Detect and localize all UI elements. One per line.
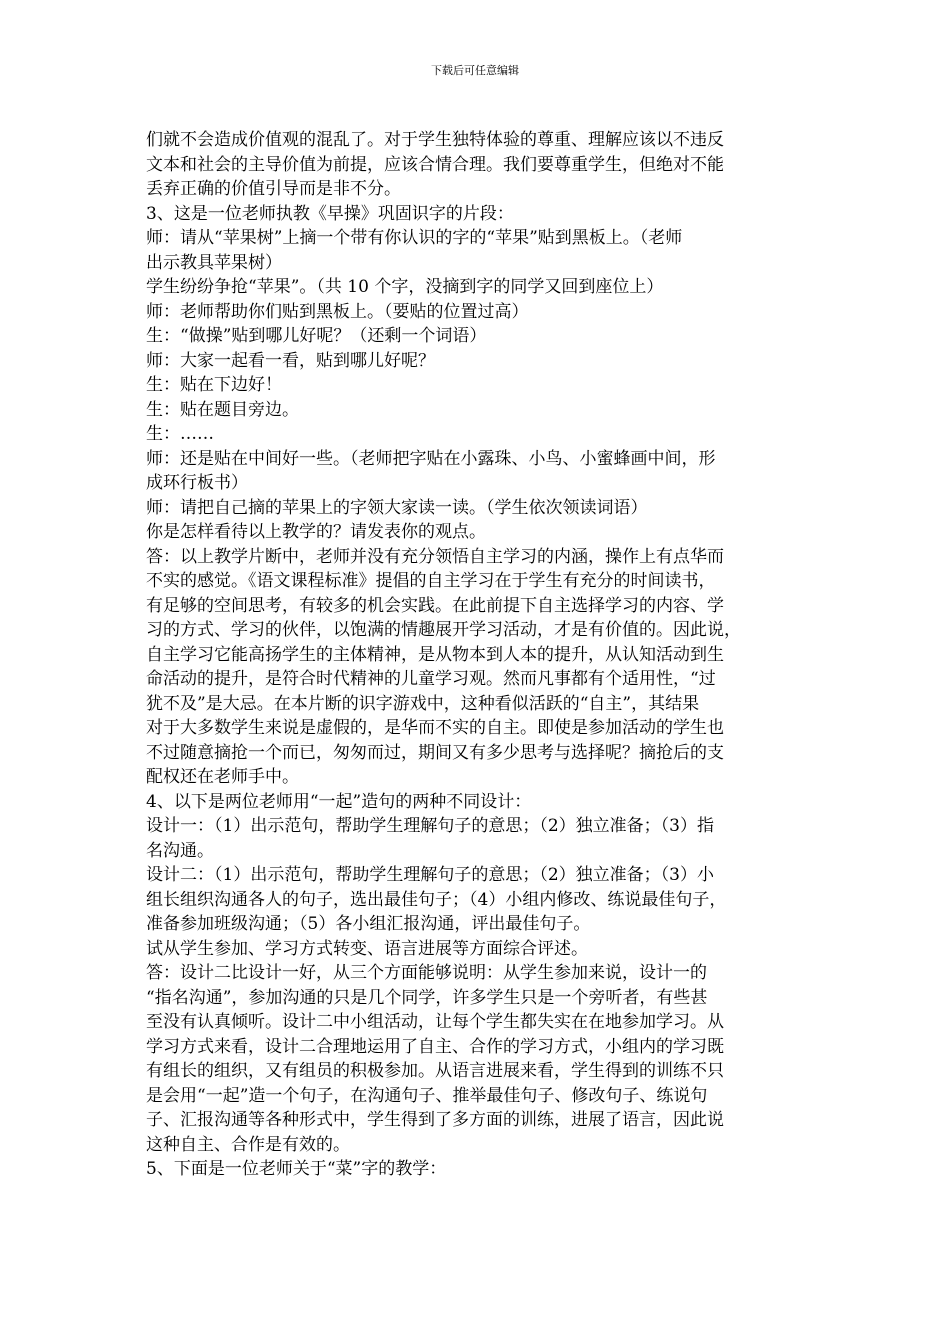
text-line: 学习方式来看，设计二合理地运用了自主、合作的学习方式，小组内的学习既 — [146, 1036, 724, 1057]
text-line: 生：“做操”贴到哪儿好呢？（还剩一个词语） — [146, 326, 487, 346]
text-line: 设计一：（1）出示范句，帮助学生理解句子的意思；（2）独立准备；（3）指 — [146, 816, 714, 836]
text-line: 出示教具苹果树） — [146, 252, 282, 273]
text-line: 试从学生参加、学习方式转变、语言进展等方面综合评述。 — [146, 938, 588, 959]
text-line: 生：贴在下边好！ — [146, 375, 282, 395]
text-line: 不实的感觉。《语文课程标准》提倡的自主学习在于学生有充分的时间读书， — [146, 571, 716, 591]
text-line: 学生纷纷争抢“苹果”。（共 10 个字，没摘到字的同学又回到座位上） — [146, 277, 664, 297]
text-line: 成环行板书） — [146, 473, 248, 493]
text-line: 生：…… — [146, 424, 214, 444]
text-line: 师：还是贴在中间好一些。（老师把字贴在小露珠、小鸟、小蜜蜂画中间，形 — [146, 448, 716, 469]
text-line: 4、以下是两位老师用“一起”造句的两种不同设计： — [146, 791, 532, 812]
text-line: 对于大多数学生来说是虚假的，是华而不实的自主。即使是参加活动的学生也 — [146, 718, 724, 738]
text-line: 这种自主、合作是有效的。 — [146, 1134, 350, 1155]
page-header: 下载后可任意编辑 — [431, 64, 519, 77]
text-line: 不过随意摘抢一个而已，匆匆而过，期间又有多少思考与选择呢？摘抢后的支 — [146, 742, 724, 763]
text-line: “指名沟通”，参加沟通的只是几个同学，许多学生只是一个旁听者，有些甚 — [146, 987, 708, 1008]
text-line: 5、下面是一位老师关于“菜”字的教学： — [146, 1159, 447, 1179]
text-line: 生：贴在题目旁边。 — [146, 399, 299, 420]
text-line: 自主学习它能高扬学生的主体精神，是从物本到人本的提升，从认知活动到生 — [146, 644, 724, 665]
text-line: 命活动的提升，是符合时代精神的儿童学习观。然而凡事都有个适用性，“过 — [146, 669, 716, 689]
text-line: 文本和社会的主导价值为前提，应该合情合理。我们要尊重学生，但绝对不能 — [146, 154, 724, 175]
text-line: 习的方式、学习的伙伴，以饱满的情趣展开学习活动，才是有价值的。因此说， — [146, 620, 741, 640]
text-line: 准备参加班级沟通；（5）各小组汇报沟通，评出最佳句子。 — [146, 914, 591, 934]
text-line: 有组长的组织，又有组员的积极参加。从语言进展来看，学生得到的训练不只 — [146, 1061, 724, 1081]
text-line: 你是怎样看待以上教学的？请发表你的观点。 — [146, 522, 486, 542]
text-line: 是会用“一起”造一个句子，在沟通句子、推举最佳句子、修改句子、练说句 — [146, 1085, 708, 1106]
text-line: 师：请从“苹果树”上摘一个带有你认识的字的“苹果”贴到黑板上。（老师 — [146, 228, 683, 248]
text-line: 3、这是一位老师执教《早操》巩固识字的片段： — [146, 203, 514, 224]
text-line: 组长组织沟通各人的句子，选出最佳句子；（4）小组内修改、练说最佳句子， — [146, 889, 727, 910]
text-line: 师：请把自己摘的苹果上的字领大家读一读。（学生依次领读词语） — [146, 497, 648, 518]
text-line: 设计二：（1）出示范句，帮助学生理解句子的意思；（2）独立准备；（3）小 — [146, 865, 714, 885]
text-line: 师：老师帮助你们贴到黑板上。（要贴的位置过高） — [146, 301, 529, 322]
text-line: 至没有认真倾听。设计二中小组活动，让每个学生都失实在在地参加学习。从 — [146, 1012, 724, 1032]
text-line: 配权还在老师手中。 — [146, 767, 299, 787]
text-line: 名沟通。 — [146, 840, 214, 861]
text-line: 师：大家一起看一看，贴到哪儿好呢？ — [146, 350, 435, 371]
text-line: 答：以上教学片断中，老师并没有充分领悟自主学习的内涵，操作上有点华而 — [146, 546, 724, 567]
text-line: 答：设计二比设计一好，从三个方面能够说明：从学生参加来说，设计一的 — [146, 963, 707, 983]
text-line: 有足够的空间思考，有较多的机会实践。在此前提下自主选择学习的内容、学 — [146, 595, 724, 616]
document-body — [146, 128, 808, 1182]
text-line: 子、汇报沟通等各种形式中，学生得到了多方面的训练，进展了语言，因此说 — [146, 1110, 724, 1130]
text-line: 犹不及”是大忌。在本片断的识字游戏中，这种看似活跃的“自主”，其结果 — [146, 693, 700, 714]
text-line: 们就不会造成价值观的混乱了。对于学生独特体验的尊重、理解应该以不违反 — [146, 130, 724, 150]
text-line: 丢弃正确的价值引导而是非不分。 — [146, 179, 401, 199]
